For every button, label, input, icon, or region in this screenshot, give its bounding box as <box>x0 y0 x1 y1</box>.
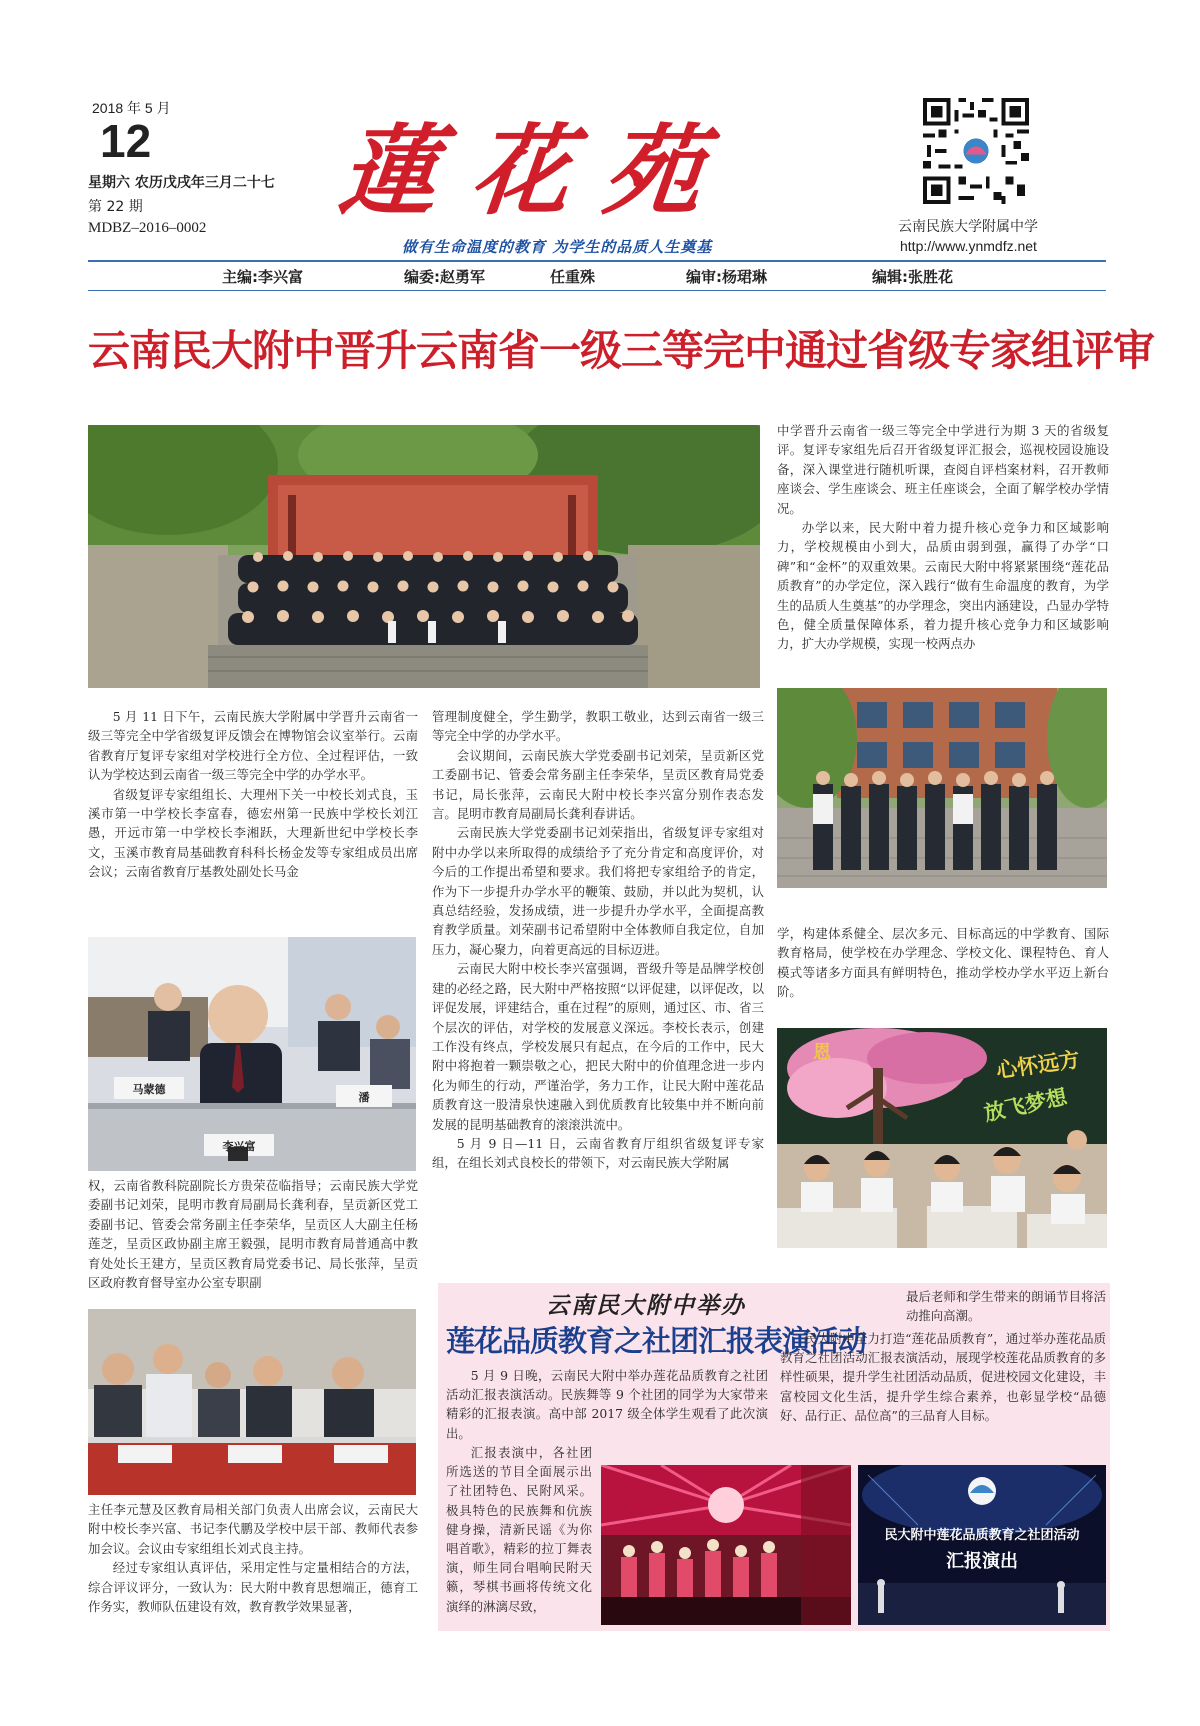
staff-editor: 编辑:张胜花 <box>872 268 953 286</box>
article-paragraph: 云南民大附中校长李兴富强调，晋级升等是品牌学校创建的必经之路，民大附中严格按照“以评促建，以评促改，以评促发展，评建结合，重在过程”的原则，通过区、市、省三个层次的评估，对学校的发展意义深远。李校长表示，创建工作没有终点，学校发展只有起点，在今后的工作中，民大附中将抱着一颗崇敬之心，把民大附中的价值理念进一步内化为师生的行动，严谨治学，务力工作，让民大附中莲花品质教育这一股清泉快速融入到优质教育比较集中并不断向前发展的昆明基础教育的滚滚洪流中。 <box>432 961 764 1132</box>
staff-rule-bottom <box>88 290 1106 291</box>
article-paragraph: 办学以来，民大附中着力提升核心竞争力和区域影响力，学校规模由小到大，品质由弱到强，赢得了办学“口碑”和“金杯”的双重效果。云南民大附中将紧紧围绕“莲花品质教育”的办学定位，深入践行“做有生命温度的教育，为学生的品质人生奠基”的办学理念，突出内涵建设，凸显办学特色，健全质量保障体系，着力提升核心竞争力和区域影响力，扩大办学规模，实现一校两点办 <box>777 520 1109 652</box>
staff-committee-2: 任重殊 <box>550 268 596 286</box>
main-headline: 云南民大附中晋升云南省一级三等完中通过省级专家组评审 <box>88 326 1155 375</box>
feature-right <box>780 1329 1106 1425</box>
meeting-photo-attendees <box>88 1309 416 1495</box>
school-name: 云南民族大学附属中学 <box>898 219 1038 235</box>
newspaper-slogan: 做有生命温度的教育 为学生的品质人生奠基 <box>402 238 713 256</box>
feature-p1 <box>446 1366 768 1443</box>
school-website[interactable]: http://www.ynmdfz.net <box>900 238 1037 254</box>
article-paragraph: 云南民族大学党委副书记刘荣指出，省级复评专家组对附中办学以来所取得的成绩给予了充分肯定和高度评价，对今后的工作提出希望和要求。我们将把专家组给予的肯定，作为下一步提升办学水平的鞭策、鼓励，并以此为契机，认真总结经验，发扬成绩，进一步提升办学水平，全面提高教育教学质量。刘荣副书记希望附中全体教师自我定位，自加压力，凝心聚力，向着更高远的目标迈进。 <box>432 825 764 957</box>
feature-paragraph: 最后老师和学生带来的朗诵节目将活动推向高潮。 <box>906 1289 1106 1324</box>
article-paragraph: 权，云南省教科院副院长方贵荣莅临指导；云南民族大学党委副书记刘荣，昆明市教育局副局长龚利春，呈贡新区党工委副书记、管委会常务副主任李荣华，呈贡区人大副主任杨莲芝，呈贡区政协副主席王毅强，昆明市教育局普通高中教育处处长王建方，呈贡区教育局党委书记、局长张萍，呈贡区政府教育督导室办公室专职副 <box>88 1178 418 1291</box>
feature-title: 莲花品质教育之社团汇报表演活动 <box>446 1324 867 1358</box>
board-text-2: 放飞梦想 <box>981 1083 1070 1126</box>
dance-performance-photo <box>601 1465 851 1625</box>
article-paragraph: 学，构建体系健全、层次多元、目标高远的中学教育、国际教育格局，使学校在办学理念、学校文化、课程特色、育人模式等诸多方面具有鲜明特色，推动学校办学水平迈上新台阶。 <box>777 926 1109 1000</box>
staff-rule-top <box>88 260 1106 262</box>
article-paragraph: 会议期间，云南民族大学党委副书记刘荣，呈贡新区党工委副书记、管委会常务副主任李荣华，呈贡区教育局党委书记，局长张萍，云南民大附中校长李兴富分别作表态发言。昆明市教育局副局长龚利春讲话。 <box>432 747 764 822</box>
nameplate-3: 潘 <box>358 1091 370 1104</box>
feature-paragraph: 民大附中全力打造“莲花品质教育”，通过举办莲花品质教育之社团活动汇报表演活动，展现学校莲花品质教育的多样性硕果，提升学生社团活动品质，促进校园文化建设，丰富校园文化生活，提升学生综合素养，也彰显学校“品德好、品行正、品位高”的三品育人目标。 <box>780 1331 1106 1423</box>
article-paragraph: 5 月 11 日下午，云南民族大学附属中学晋升云南省一级三等完全中学省级复评反馈会在博物馆会议室举行。云南省教育厅复评专家组对学校进行全方位、全过程评估，一致认为学校达到云南省一级三等完全中学的办学水平。 <box>88 709 418 783</box>
article-paragraph: 5 月 9 日—11 日，云南省教育厅组织省级复评专家组，在组长刘式良校长的带领下，对云南民族大学附属 <box>432 1135 764 1171</box>
article-paragraph: 省级复评专家组组长、大理州下关一中校长刘式良，玉溪市第一中学校长李富春，德宏州第一民族中学校长刘江愚，开远市第一中学校长李湘跃，大理新世纪中学校长李文，玉溪市教育局基础教育科科长杨金发等专家组成员出席会议；云南省教育厅基教处副处长马金 <box>88 786 418 880</box>
feature-paragraph: 5 月 9 日晚，云南民大附中举办莲花品质教育之社团活动汇报表演活动。民族舞等 9 个社团的同学为大家带来精彩的汇报表演。高中部 2017 级全体学生观看了此次演出。 <box>446 1368 768 1441</box>
qr-code-icon[interactable] <box>922 98 1030 204</box>
article-paragraph: 主任李元慧及区教育局相关部门负责人出席会议，云南民大附中校长李兴富、书记李代鹏及学校中层干部、教师代表参加会议。会议由专家组组长刘式良主持。 <box>88 1502 418 1556</box>
article-col2 <box>432 707 764 1173</box>
classroom-photo <box>777 1028 1107 1248</box>
stage-banner-line2: 汇报演出 <box>946 1551 1018 1572</box>
board-text-1: 心怀远方 <box>994 1046 1082 1083</box>
campus-photo-officials <box>777 688 1107 888</box>
group-photo <box>88 425 760 688</box>
staff-editor-in-chief: 主编:李兴富 <box>222 268 303 286</box>
feature-paragraph: 汇报表演中，各社团所选送的节目全面展示出了社团特色、民附风采。极具特色的民族舞和伉族健身操，清新民谣《为你唱首歌》，精彩的拉丁舞表演，师生同台唱响民附天籁，琴棋书画将传统文化演绎的淋漓尽致， <box>446 1445 592 1614</box>
article-col3-mid <box>777 924 1109 1002</box>
article-col1-bottom <box>88 1500 418 1616</box>
stage-banner-line1: 民大附中莲花品质教育之社团活动 <box>884 1528 1080 1543</box>
newspaper-title: 蓮花苑 <box>333 114 743 229</box>
issue-number: 第 22 期 <box>88 199 143 215</box>
meeting-photo-principal <box>88 937 416 1171</box>
issue-day: 12 <box>100 115 152 167</box>
staff-committee: 编委:赵勇军 <box>404 268 485 286</box>
weekday-lunar-date: 星期六 农历戊戌年三月二十七 <box>88 175 275 191</box>
publication-code: MDBZ–2016–0002 <box>88 220 207 236</box>
article-col3-top <box>777 421 1109 654</box>
board-text-3: 恩 <box>813 1042 831 1063</box>
article-paragraph: 管理制度健全，学生勤学，教职工敬业，达到云南省一级三等完全中学的办学水平。 <box>432 709 764 744</box>
article-paragraph: 经过专家组认真评估，采用定性与定量相结合的方法，综合评议评分，一致认为：民大附中教育思想端正，德育工作务实，教师队伍建设有效，教育教学效果显著， <box>88 1560 418 1615</box>
article-paragraph: 中学晋升云南省一级三等完全中学进行为期 3 天的省级复评。复评专家组先后召开省级复评汇报会，巡视校园设施设备，深入课堂进行随机听课，查阅自评档案材料，召开教师座谈会、学生座谈会、班主任座谈会，全面了解学校办学情况。 <box>777 423 1109 516</box>
staff-reviewer: 编审:杨珺琳 <box>686 268 767 286</box>
nameplate-1: 马蒙德 <box>132 1083 166 1096</box>
article-col1-mid <box>88 1176 418 1292</box>
nameplate-2: 李兴富 <box>222 1140 256 1153</box>
feature-kicker: 云南民大附中举办 <box>546 1292 746 1319</box>
feature-right-top <box>906 1287 1106 1325</box>
issue-date: 2018 年 5 月 <box>92 100 171 116</box>
feature-p2 <box>446 1443 592 1616</box>
stage-banner-photo <box>858 1465 1106 1625</box>
article-col1-top <box>88 707 418 882</box>
